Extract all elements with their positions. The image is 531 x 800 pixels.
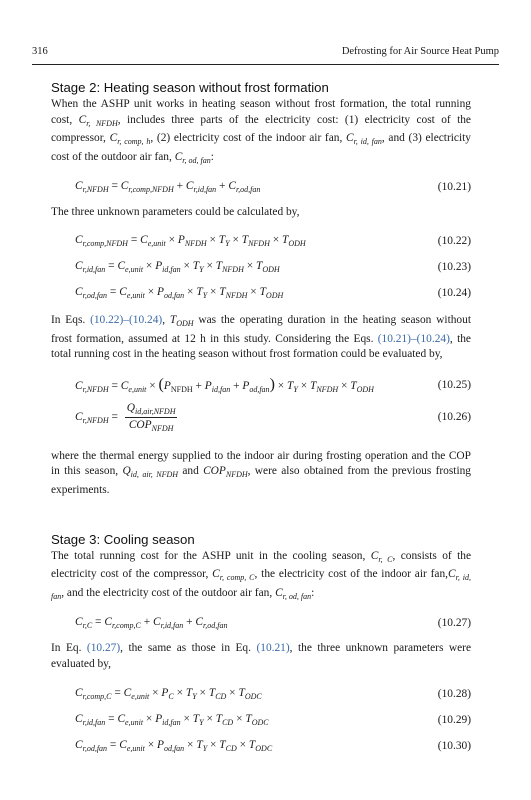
text-run: , and the electricity cost of the outdoor air fan, [61,586,276,599]
equation-reference-link[interactable]: (10.27) [86,642,121,655]
subscript: r, C [378,554,393,564]
symbol: C [448,568,456,581]
equation-10-27 [51,616,471,630]
running-head [32,46,499,62]
symbol: C [109,132,118,145]
equation-formula: $C_{r,NFDH}$ = $\frac{Q_{id,air,NFDH}}{COP_{NFDH}}$ [75,401,176,433]
text-run: , (2) electricity cost of the indoor air fan, [150,132,346,145]
header-rule [32,64,499,65]
text-run: : [210,150,214,163]
text-run: where the thermal energy supplied to the indoor air during frosting operation and the COP in this season, [51,449,471,478]
text-run: , consists of the electricity cost of the compressor, [51,549,472,581]
stage2-paragraph-4 [51,449,471,499]
symbol: C [174,150,183,163]
subscript: r, comp, h [117,137,151,147]
equation-number: (10.22) [437,234,471,247]
text-run: and [178,465,204,478]
text-run: , the same as those in Eq. [120,642,257,655]
equation-number: (10.28) [437,687,471,700]
stage3-heading: Stage 3: Cooling season [51,531,195,547]
stage2-paragraph-3 [51,313,471,363]
text-run: , [162,313,170,326]
stage2-paragraph-1 [51,97,471,168]
text-run: , the total running cost in the heating season without frost formation could be evaluated by, [51,332,471,361]
text-run: When the ASHP unit works in heating season without frost formation, the total running cost, [51,98,471,126]
subscript: id, air, NFDH [130,470,179,480]
subscript: ODH [176,318,194,328]
symbol: COP [203,465,226,478]
text-run: The total running cost for the ASHP unit in the cooling season, [51,549,371,562]
equation-number: (10.26) [437,411,471,424]
symbol: C [370,549,379,562]
text-run: In Eqs. [51,313,91,326]
equation-formula: $C_{r,id,fan} = C_{e,unit} \times P_{id,fan} \times T_Y \times T_{NFDH} \times T_{ODH}$ [75,259,280,274]
equation-formula: $C_{r,comp,NFDH} = C_{e,unit} \times P_{NFDH} \times T_Y \times T_{NFDH} \times T_{ODH}$ [75,233,306,248]
equation-formula: $C_{r,od,fan} = C_{e,unit} \times P_{od,fan} \times T_Y \times T_{NFDH} \times T_{ODH}$ [75,285,284,300]
equation-10-22 [51,234,471,248]
equation-reference-link[interactable]: (10.22)–(10.24) [90,313,163,326]
subscript: r, id, fan [353,137,382,147]
symbol: C [275,586,283,599]
equation-number: (10.25) [437,378,471,391]
equation-10-21 [51,180,471,194]
text-run: , were also obtained from the previous frosting experiments. [51,465,472,496]
equation-number: (10.21) [437,181,471,194]
text-run: : [311,586,315,599]
subscript: r, od, fan [282,591,312,601]
subscript: r, id, fan [51,573,472,601]
equation-formula: $C_{r,NFDH} = C_{r,comp,NFDH} + C_{r,id,fan} + C_{r,od,fan}$ [75,180,261,195]
running-title: Defrosting for Air Source Heat Pump [341,46,499,57]
stage3-paragraph-2 [51,641,471,672]
equation-10-29 [51,713,471,727]
text-run: , the three unknown parameters were evaluated by, [51,642,472,670]
subscript: r, comp, C [219,573,255,583]
stage2-heading: Stage 2: Heating season without frost formation [51,80,329,95]
subscript: r, NFDH [86,118,118,128]
equation-10-26 [51,402,471,433]
text-run: , includes three parts of the electricity cost: (1) electricity cost of the compressor, [51,113,471,145]
page-content [51,80,471,753]
text-run: , the electricity cost of the indoor air fan, [254,568,449,581]
page-number: 316 [32,46,48,57]
equation-formula: $C_{r,NFDH} = C_{e,unit} \times (P_{NFDH} + P_{id,fan} + P_{od,fan}) \times T_Y \times T_{NFDH} \times T_{ODH}$ [75,375,374,394]
symbol: C [345,132,354,145]
equation-formula: $C_{r,od,fan} = C_{e,unit} \times P_{od,fan} \times T_Y \times T_{CD} \times T_{ODC}$ [75,738,273,753]
equation-reference-link[interactable]: (10.21) [256,642,290,655]
equation-10-30 [51,739,471,753]
subscript: NFDH [225,470,248,480]
fraction: $\frac{Q_{id,air,NFDH}}{COP_{NFDH}}$ [126,401,176,433]
equation-10-25 [51,376,471,394]
equation-reference-link[interactable]: (10.21)–(10.24) [377,332,450,345]
equation-number: (10.29) [437,713,471,726]
stage3-paragraph-1 [51,549,471,605]
text-run: In Eq. [51,642,87,655]
equation-formula: $C_{r,comp,C} = C_{e,unit} \times P_C \times T_Y \times T_{CD} \times T_{ODC}$ [75,686,262,701]
equation-10-28 [51,687,471,701]
equation-number: (10.23) [437,260,471,273]
equation-formula: $C_{r,id,fan} = C_{e,unit} \times P_{id,fan} \times T_Y \times T_{CD} \times T_{ODC}$ [75,712,269,727]
equation-number: (10.30) [437,739,471,752]
symbol: T [169,313,177,326]
text-run: , and (3) electricity cost of the outdoor air fan, [51,132,472,163]
stage2-paragraph-2: The three unknown parameters could be calculated by, [51,206,300,219]
equation-formula: $C_{r,C} = C_{r,comp,C} + C_{r,id,fan} + C_{r,od,fan}$ [75,616,228,631]
text-run: was the operating duration in the heating season without frost formation, assumed at 12 h in this study. Considering the Eqs. [51,313,471,345]
subscript: r, od, fan [182,155,211,165]
symbol: Q [122,465,131,478]
equation-number: (10.24) [437,286,471,299]
equation-10-23 [51,260,471,274]
symbol: C [78,113,87,126]
symbol: C [212,568,220,581]
equation-number: (10.27) [437,617,471,630]
equation-10-24 [51,286,471,300]
